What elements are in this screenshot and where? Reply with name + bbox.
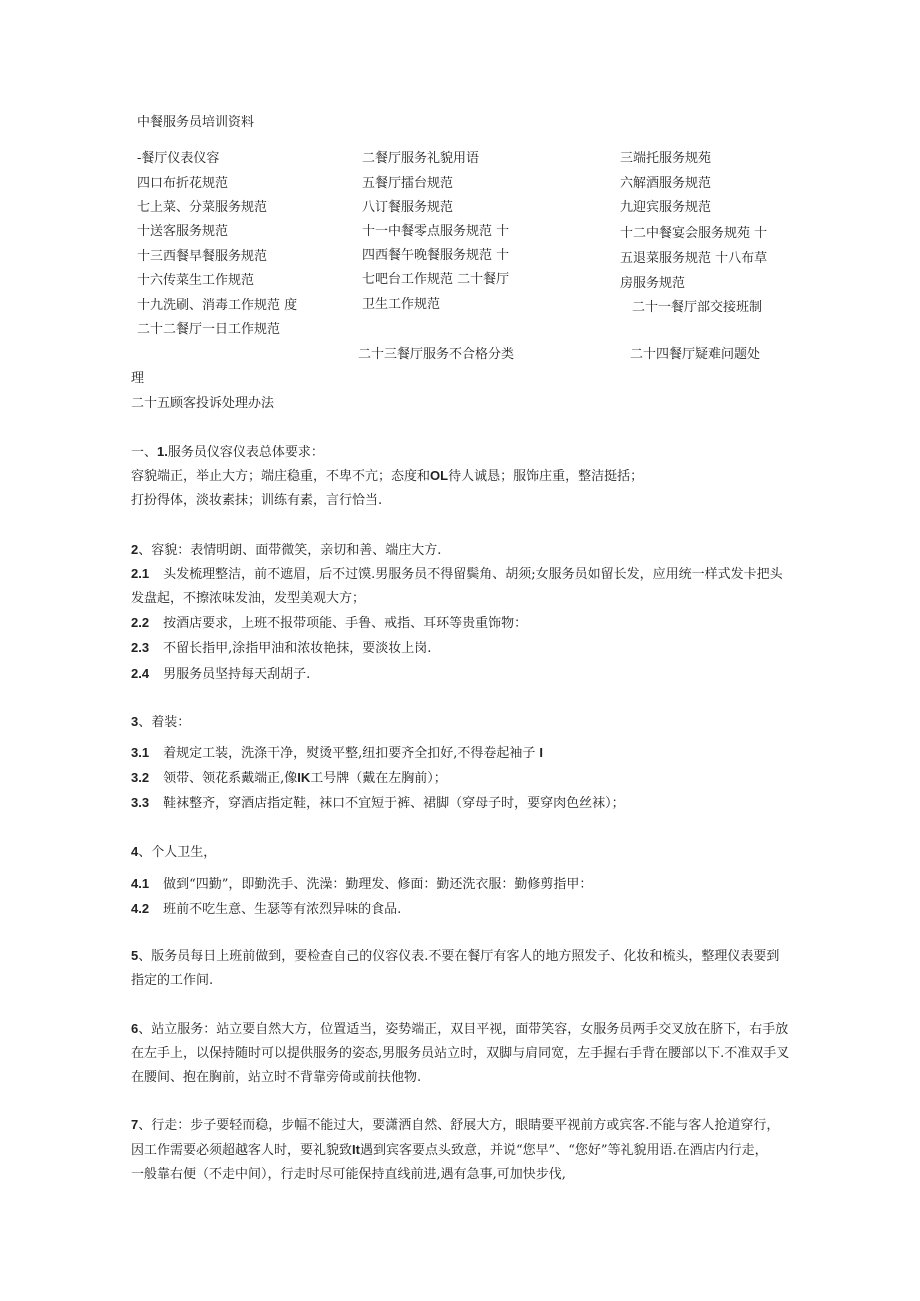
section-heading-text: 服务员仪容仪表总体要求： bbox=[167, 445, 324, 460]
toc-item: 八订餐服务规范 bbox=[362, 200, 454, 215]
item-number: 4.1 bbox=[131, 876, 150, 891]
toc-item: 六解酒服务规范 bbox=[620, 176, 712, 191]
section-number: 4 bbox=[131, 844, 139, 859]
text-segment: 因工作需要必须超越客人时，要礼貌致 bbox=[131, 1143, 353, 1158]
toc-item: 卫生工作规范 bbox=[362, 297, 441, 312]
section-number: 6 bbox=[131, 1021, 139, 1036]
section-heading-text: 、个人卫生， bbox=[138, 845, 217, 860]
list-item bbox=[131, 665, 310, 684]
list-item bbox=[131, 614, 527, 633]
toc-item: 二十二餐厅一日工作规范 bbox=[137, 322, 281, 337]
paragraph-text: 、行走：步子要轻而稳，步幅不能过大，要潇洒自然、舒展大方，眼睛要平视前方或宾客.不能与客人抢道穿行， bbox=[138, 1118, 780, 1133]
item-text: 着规定工装，洗涤干净，熨烫平整,纽扣要齐全扣好,不得卷起袖子 bbox=[163, 746, 536, 761]
paragraph-line bbox=[131, 467, 643, 486]
paragraph-line: 在左手上，以保持随时可以提供服务的姿态,男服务员站立时，双脚与肩同宽，左手握右手背在腰部以下.不准双手叉 bbox=[131, 1046, 790, 1061]
toc-item: 十六传菜生工作规范 bbox=[137, 273, 255, 288]
item-number: 2.2 bbox=[131, 615, 150, 630]
toc-item: 十送客服务规范 bbox=[137, 224, 229, 239]
text-segment: 工号牌（戴在左胸前）； bbox=[310, 771, 447, 786]
toc-item: 十三西餐早餐服务规范 bbox=[137, 249, 268, 264]
section-3-heading bbox=[131, 713, 190, 732]
section-heading-text: 、容貌：表情明朗、面带微笑，亲切和善、端庄大方. bbox=[138, 543, 442, 558]
section-prefix: 一、 bbox=[131, 445, 158, 460]
toc-item: -餐厅仪表仪容 bbox=[137, 151, 220, 166]
toc-item: 四西餐午晚餐服务规范 十 bbox=[362, 248, 510, 263]
list-item bbox=[131, 900, 401, 919]
list-item bbox=[131, 639, 431, 658]
paragraph-line: 在腰间、抱在胸前，站立时不背靠旁倚或前扶他物. bbox=[131, 1070, 422, 1085]
paragraph-line: 一般靠右便（不走中间），行走时尽可能保持直线前进,遇有急事,可加快步伐, bbox=[131, 1167, 566, 1182]
paragraph-line bbox=[131, 947, 779, 966]
text-segment: IK bbox=[297, 770, 311, 785]
item-text: 男服务员坚持每天刮胡子. bbox=[163, 667, 311, 682]
text-segment: 遇到宾客要点头致意，并说“您早”、“您好”等礼貌用语.在酒店内行走， bbox=[359, 1143, 768, 1158]
toc-item: 二十三餐厅服务不合格分类 bbox=[358, 347, 515, 362]
section-number: 5 bbox=[131, 948, 139, 963]
paragraph-line: 发盘起，不擦浓味发油，发型美观大方； bbox=[131, 591, 366, 606]
toc-item: 十九洗刷、消毒工作规范 度 bbox=[137, 298, 298, 313]
paragraph-text: 、站立服务：站立要自然大方，位置适当，姿势端正，双目平视，面带笑容，女服务员两手交叉放在脐下，右手放 bbox=[138, 1022, 789, 1037]
paragraph-line bbox=[131, 1116, 779, 1135]
section-1-heading bbox=[131, 443, 324, 462]
text-segment: OL bbox=[430, 468, 449, 483]
item-number: 2.4 bbox=[131, 666, 150, 681]
item-number: 2.1 bbox=[131, 566, 150, 581]
item-text: 不留长指甲,涂指甲油和浓妆艳抹，要淡妆上岗. bbox=[163, 641, 432, 656]
item-text: 做到“四勤”，即勤洗手、洗澡：勤理发、修面：勤还洗衣服：勤修剪指甲： bbox=[163, 877, 593, 892]
list-item bbox=[131, 744, 543, 763]
paragraph-line: 指定的工作间. bbox=[131, 973, 214, 988]
item-number: 3.2 bbox=[131, 770, 150, 785]
toc-item: 七吧台工作规范 二十餐厅 bbox=[362, 272, 510, 287]
section-4-heading bbox=[131, 843, 216, 862]
paragraph-line bbox=[131, 1020, 788, 1039]
toc-item: 四口布折花规范 bbox=[137, 176, 229, 191]
text-segment: 待人诚恳；服饰庄重，整洁挺括； bbox=[448, 469, 644, 484]
toc-item: 五餐厅擂台规范 bbox=[362, 176, 454, 191]
toc-item-continuation: 理 bbox=[131, 371, 145, 386]
section-number: 2 bbox=[131, 542, 139, 557]
toc-item: 七上菜、分菜服务规范 bbox=[137, 200, 268, 215]
item-number: 4.2 bbox=[131, 901, 150, 916]
item-text: 班前不吃生意、生瑟等有浓烈异味的食品. bbox=[163, 902, 402, 917]
section-heading-text: 、着装： bbox=[138, 715, 191, 730]
toc-item: 二餐厅服务礼貌用语 bbox=[362, 151, 480, 166]
toc-item: 十二中餐宴会服务规苑 十 bbox=[620, 226, 768, 241]
toc-item: 五退菜服务规范 十八布草 bbox=[620, 251, 768, 266]
item-text: 头发梳理整洁，前不遮眉，后不过馍.男服务员不得留鬓角、胡须;女服务员如留长发，应用统一样式发卡把头 bbox=[163, 567, 783, 582]
text-segment: 容貌端正，举止大方；端庄稳重，不卑不亢；态度和 bbox=[131, 469, 431, 484]
toc-item: 二十五顾客投诉处理办法 bbox=[131, 396, 275, 411]
section-number: 7 bbox=[131, 1117, 139, 1132]
toc-item: 二十四餐厅疑难问题处 bbox=[630, 347, 761, 362]
document-title: 中餐服务员培训资料 bbox=[137, 115, 255, 130]
paragraph-line bbox=[131, 1141, 768, 1160]
paragraph-text: 、版务员每日上班前做到，要检查自己的仪容仪表.不要在餐厅有客人的地方照发子、化妆和梳头，整理仪表要到 bbox=[138, 949, 780, 964]
toc-item: 九迎宾服务规范 bbox=[620, 200, 712, 215]
list-item bbox=[131, 769, 447, 788]
paragraph-line: 打扮得体，淡妆素抹；训练有素，言行恰当. bbox=[131, 493, 383, 508]
section-number: 3 bbox=[131, 714, 139, 729]
item-number: 3.3 bbox=[131, 795, 150, 810]
section-number: 1. bbox=[157, 444, 168, 459]
section-2-heading bbox=[131, 541, 441, 560]
text-segment: It bbox=[352, 1142, 360, 1157]
toc-item: 房服务规范 bbox=[620, 276, 686, 291]
item-text: 领带、领花系戴端正,像 bbox=[163, 771, 298, 786]
item-text: 鞋袜整齐，穿酒店指定鞋，袜口不宜短于裤、裙脚（穿母子时，要穿肉色丝袜）； bbox=[163, 796, 625, 811]
toc-item: 三端托服务规苑 bbox=[620, 151, 712, 166]
list-item bbox=[131, 565, 783, 584]
list-item bbox=[131, 875, 592, 894]
item-text: 按酒店要求，上班不报带项能、手鲁、戒指、耳环等贵重饰物： bbox=[163, 616, 528, 631]
list-item bbox=[131, 794, 625, 813]
toc-item: 十一中餐零点服务规范 十 bbox=[362, 224, 510, 239]
item-number: 3.1 bbox=[131, 745, 150, 760]
text-segment: I bbox=[539, 745, 543, 760]
item-number: 2.3 bbox=[131, 640, 150, 655]
toc-item: 二十一餐厅部交接班制 bbox=[632, 300, 763, 315]
